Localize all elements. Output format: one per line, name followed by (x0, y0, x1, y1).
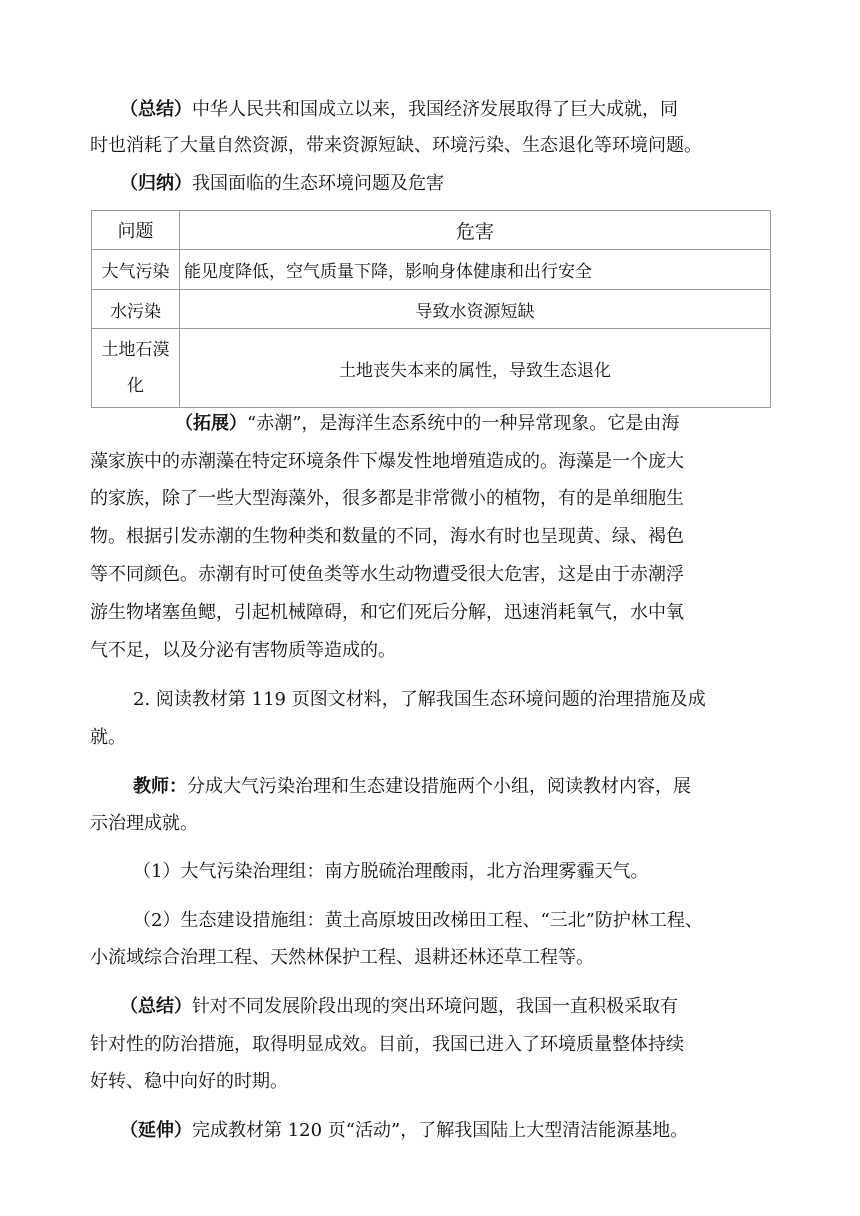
problem-cell: 大气污染 (92, 250, 180, 290)
table-row (92, 250, 771, 290)
table-header-harm: 危害 (180, 211, 771, 250)
extension-paragraph-line-6: 游生物堵塞鱼鳃，引起机械障碍，和它们死后分解，迅速消耗氧气，水中氧 (90, 602, 684, 623)
extension-paragraph-line-7: 气不足，以及分泌有害物质等造成的。 (90, 640, 396, 661)
table-header-problem: 问题 (92, 211, 180, 250)
extension-task-line (120, 1119, 688, 1143)
summary-two-tag: （总结） (120, 996, 192, 1017)
teacher-text-1: 分成大气污染治理和生态建设措施两个小组，阅读教材内容，展 (187, 776, 691, 797)
problems-table (91, 210, 771, 408)
extension-paragraph-line-1 (175, 412, 679, 436)
problem-cell: 水污染 (92, 290, 180, 329)
harm-cell: 导致水资源短缺 (180, 290, 771, 329)
teacher-paragraph-line-2: 示治理成就。 (90, 813, 198, 834)
teacher-paragraph-line-1 (133, 775, 691, 799)
table-row (92, 329, 771, 408)
extension-task-text: 完成教材第 120 页“活动”，了解我国陆上大型清洁能源基地。 (192, 1120, 689, 1141)
summary-paragraph-line-1 (120, 98, 678, 122)
conclusion-text: 我国面临的生态环境问题及危害 (192, 173, 444, 194)
group-one-line: （1）大气污染治理组：南方脱硫治理酸雨，北方治理雾霾天气。 (133, 861, 649, 882)
problem-cell (92, 329, 180, 408)
reading-task-line-1: 2. 阅读教材第 119 页图文材料，了解我国生态环境问题的治理措施及成 (133, 689, 706, 710)
summary-paragraph-line-2: 时也消耗了大量自然资源，带来资源短缺、环境污染、生态退化等环境问题。 (90, 135, 702, 156)
extension-task-tag: （延伸） (120, 1120, 192, 1141)
conclusion-heading (120, 172, 444, 196)
group-two-line-2: 小流域综合治理工程、天然林保护工程、退耕还林还草工程等。 (90, 947, 594, 968)
group-two-line-1: （2）生态建设措施组：黄土高原坡田改梯田工程、“三北”防护林工程、 (133, 910, 703, 931)
extension-paragraph-line-2: 藻家族中的赤潮藻在特定环境条件下爆发性地增殖造成的。海藻是一个庞大 (90, 451, 684, 472)
summary-tag: （总结） (120, 99, 192, 120)
summary-two-line-1 (120, 995, 678, 1019)
table-row (92, 290, 771, 329)
extension-paragraph-line-4: 物。根据引发赤潮的生物种类和数量的不同，海水有时也呈现黄、绿、褐色 (90, 526, 684, 547)
harm-cell: 能见度降低，空气质量下降，影响身体健康和出行安全 (180, 250, 771, 290)
harm-cell: 土地丧失本来的属性，导致生态退化 (180, 329, 771, 408)
problem-line-1: 土地石漠 (101, 340, 170, 360)
summary-two-line-3: 好转、稳中向好的时期。 (90, 1071, 288, 1092)
extension-paragraph-line-3: 的家族，除了一些大型海藻外，很多都是非常微小的植物，有的是单细胞生 (90, 488, 684, 509)
summary-text-1: 中华人民共和国成立以来，我国经济发展取得了巨大成就，同 (192, 99, 678, 120)
problem-line-2: 化 (127, 376, 144, 396)
extension-paragraph-line-5: 等不同颜色。赤潮有时可使鱼类等水生动物遭受很大危害，这是由于赤潮浮 (90, 564, 684, 585)
conclusion-tag: （归纳） (120, 173, 192, 194)
reading-task-line-2: 就。 (90, 727, 126, 748)
extension-tag: （拓展） (175, 413, 247, 434)
extension-text-1: “赤潮”，是海洋生态系统中的一种异常现象。它是由海 (247, 413, 680, 434)
summary-two-text-1: 针对不同发展阶段出现的突出环境问题，我国一直积极采取有 (192, 996, 678, 1017)
summary-two-line-2: 针对性的防治措施，取得明显成效。目前，我国已进入了环境质量整体持续 (90, 1034, 684, 1055)
teacher-tag: 教师： (133, 776, 187, 797)
